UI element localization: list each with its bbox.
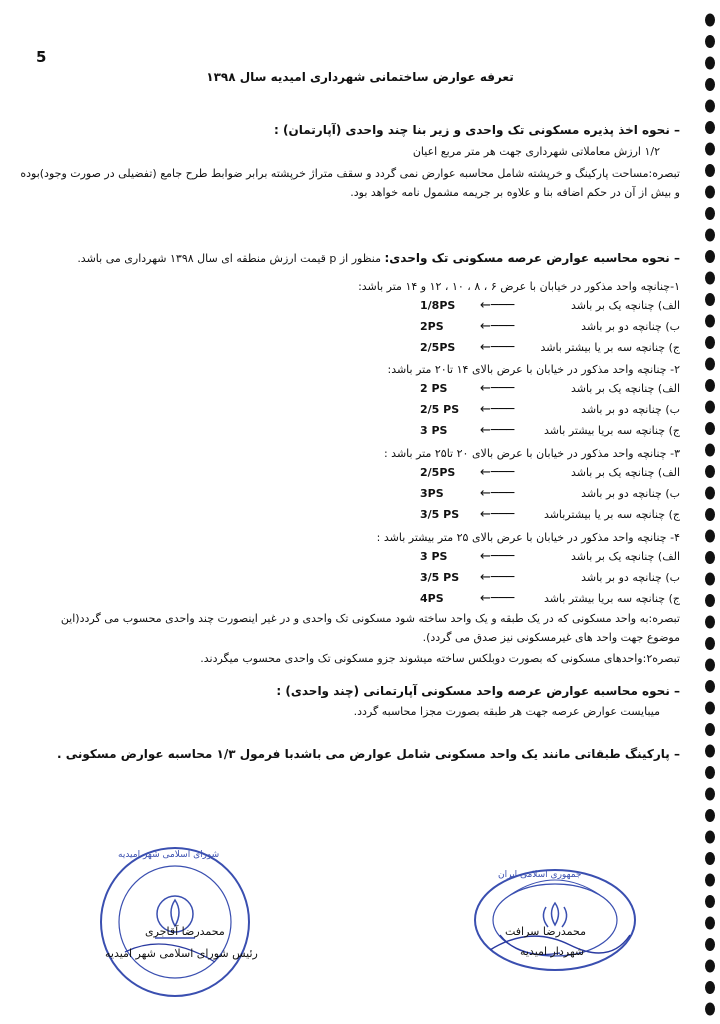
spiral-binding (696, 0, 720, 1024)
binding-hole (705, 100, 715, 113)
section3-line: میبایست عوارض عرصه جهت هر طبقه بصورت مجزا محاسبه گردد. (353, 705, 660, 718)
arrow-icon: ←─── (480, 423, 515, 438)
option-result: 2 PS (420, 382, 448, 395)
binding-hole (705, 981, 715, 994)
binding-hole (705, 465, 715, 478)
section2-note1-line1: تبصره:به واحد مسکونی که در یک طبقه و یک واحد ساخته شود مسکونی تک واحدی و در غیر اینصورت چند واحدی محسوب می گردد(این (60, 612, 680, 625)
binding-hole (705, 229, 715, 242)
group-title: ۱-چنانچه واحد مذکور در خیابان با عرض ۶ ، ۸ ، ۱۰ ، ۱۲ و ۱۴ متر باشد: (358, 280, 680, 293)
binding-hole (705, 594, 715, 607)
option-result: 2PS (420, 320, 444, 333)
group-title: ۴- چنانچه واحد مذکور در خیابان با عرض بالای ۲۵ متر بیشتر باشد : (376, 531, 680, 544)
page-title: تعرفه عوارض ساختمانی شهرداری امیدیه سال ۱۳۹۸ (206, 70, 514, 84)
option-label: ج) چنانچه سه بریا بیشتر باشد (543, 592, 680, 605)
binding-hole (705, 573, 715, 586)
binding-hole (705, 121, 715, 134)
option-label: الف) چنانچه یک بر باشد (570, 466, 680, 479)
option-result: 2/5PS (420, 466, 456, 479)
option-result: 3 PS (420, 424, 448, 437)
binding-hole (705, 960, 715, 973)
group-title: ۲- چنانچه واحد مذکور در خیابان با عرض بالای ۱۴ تا۲۰ متر باشد: (387, 363, 680, 376)
binding-hole (705, 272, 715, 285)
binding-hole (705, 143, 715, 156)
section1-line: ۱/۲ ارزش معاملاتی شهرداری جهت هر متر مربع اعیان (412, 145, 660, 158)
option-result: 1/8PS (420, 299, 456, 312)
option-label: ب) چنانچه دو بر باشد (581, 403, 680, 416)
binding-hole (705, 680, 715, 693)
group-title: ۳- چنانچه واحد مذکور در خیابان با عرض بالای ۲۰ تا۲۵ متر باشد : (383, 447, 680, 460)
mayor-stamp-text: جمهوری اسلامی ایران (498, 870, 582, 880)
council-stamp-text: شورای اسلامی شهر امیدیه (118, 850, 220, 860)
binding-hole (705, 422, 715, 435)
binding-hole (705, 379, 715, 392)
option-label: ج) چنانچه سه بریا بیشتر باشد (543, 424, 680, 437)
arrow-icon: ←─── (480, 465, 515, 480)
mayor-name: محمدرضا سرافت (505, 925, 587, 938)
binding-hole (705, 551, 715, 564)
option-result: 2/5PS (420, 341, 456, 354)
option-result: 4PS (420, 592, 444, 605)
binding-hole (705, 57, 715, 70)
section3-heading: – نحوه محاسبه عوارض عرصه واحد مسکونی آپارتمانی (چند واحدی) : (276, 684, 680, 698)
binding-hole (705, 917, 715, 930)
section2-note1-line2: موضوع جهت واحد های غیرمسکونی نیز صدق می گردد). (422, 631, 680, 644)
binding-hole (705, 336, 715, 349)
option-label: ب) چنانچه دو بر باشد (581, 487, 680, 500)
binding-hole (705, 444, 715, 457)
option-result: 3/5 PS (420, 508, 460, 521)
arrow-icon: ←─── (480, 570, 515, 585)
page-number: 5 (36, 48, 47, 66)
binding-hole (705, 616, 715, 629)
option-label: الف) چنانچه یک بر باشد (570, 382, 680, 395)
binding-hole (705, 788, 715, 801)
binding-hole (705, 938, 715, 951)
section2-heading: – نحوه محاسبه عوارض عرصه مسکونی تک واحدی: (384, 251, 680, 265)
binding-hole (705, 637, 715, 650)
option-result: 3PS (420, 487, 444, 500)
binding-hole (705, 659, 715, 672)
binding-hole (705, 831, 715, 844)
option-label: الف) چنانچه یک بر باشد (570, 550, 680, 563)
option-result: 3 PS (420, 550, 448, 563)
binding-hole (705, 207, 715, 220)
binding-hole (705, 401, 715, 414)
binding-hole (705, 487, 715, 500)
option-label: ج) چنانچه سه بر یا بیشترباشد (543, 508, 680, 521)
option-label: ج) چنانچه سه بر یا بیشتر باشد (540, 341, 680, 354)
arrow-icon: ←─── (480, 402, 515, 417)
arrow-icon: ←─── (480, 340, 515, 355)
binding-hole (705, 766, 715, 779)
binding-hole (705, 809, 715, 822)
mayor-stamp (470, 865, 640, 975)
council-head-name: محمدرضا آقاجری (145, 925, 225, 938)
arrow-icon: ←─── (480, 381, 515, 396)
section4-heading: – پارکینگ طبقاتی مانند یک واحد مسکونی شامل عوارض می باشدبا فرمول ۱/۳ محاسبه عوارض مسکونی . (56, 747, 680, 761)
binding-hole (705, 723, 715, 736)
binding-hole (705, 874, 715, 887)
binding-hole (705, 315, 715, 328)
binding-hole (705, 358, 715, 371)
arrow-icon: ←─── (480, 507, 515, 522)
binding-hole (705, 35, 715, 48)
arrow-icon: ←─── (480, 298, 515, 313)
binding-hole (705, 293, 715, 306)
council-head-title: رئیس شورای اسلامی شهر امیدیه (105, 947, 258, 960)
binding-hole (705, 1003, 715, 1016)
arrow-icon: ←─── (480, 549, 515, 564)
binding-hole (705, 702, 715, 715)
binding-hole (705, 164, 715, 177)
option-result: 2/5 PS (420, 403, 460, 416)
mayor-title: شهردار امیدیه (520, 945, 585, 958)
arrow-icon: ←─── (480, 591, 515, 606)
option-label: ب) چنانچه دو بر باشد (581, 320, 680, 333)
arrow-icon: ←─── (480, 486, 515, 501)
section2-heading-rest: منظور از p قیمت ارزش منطقه ای سال ۱۳۹۸ شهرداری می باشد. (77, 252, 381, 265)
binding-hole (705, 14, 715, 27)
binding-hole (705, 508, 715, 521)
option-label: الف) چنانچه یک بر باشد (570, 299, 680, 312)
section2-heading-row (77, 251, 680, 266)
binding-hole (705, 895, 715, 908)
section2-note2: تبصره۲:واحدهای مسکونی که بصورت دوبلکس ساخته میشوند جزو مسکونی تک واحدی محسوب میگردند. (200, 652, 680, 665)
section1-heading: – نحوه اخذ پذیره مسکونی تک واحدی و زیر بنا چند واحدی (آپارتمان) : (274, 123, 680, 137)
option-result: 3/5 PS (420, 571, 460, 584)
section1-note-line2: و بیش از آن در حکم اضافه بنا و علاوه بر جریمه مشمول نامه خواهد بود. (350, 186, 680, 199)
option-label: ب) چنانچه دو بر باشد (581, 571, 680, 584)
binding-hole (705, 186, 715, 199)
council-stamp (95, 842, 255, 1002)
binding-hole (705, 530, 715, 543)
arrow-icon: ←─── (480, 319, 515, 334)
binding-hole (705, 250, 715, 263)
section1-note-line1: تبصره:مساحت پارکینگ و خرپشته شامل محاسبه عوارض نمی گردد و سقف متراژ خرپشته برابر ضوابط طرح جامع (تفضیلی در صورت وجود)بوده (20, 167, 680, 180)
binding-hole (705, 745, 715, 758)
binding-hole (705, 852, 715, 865)
